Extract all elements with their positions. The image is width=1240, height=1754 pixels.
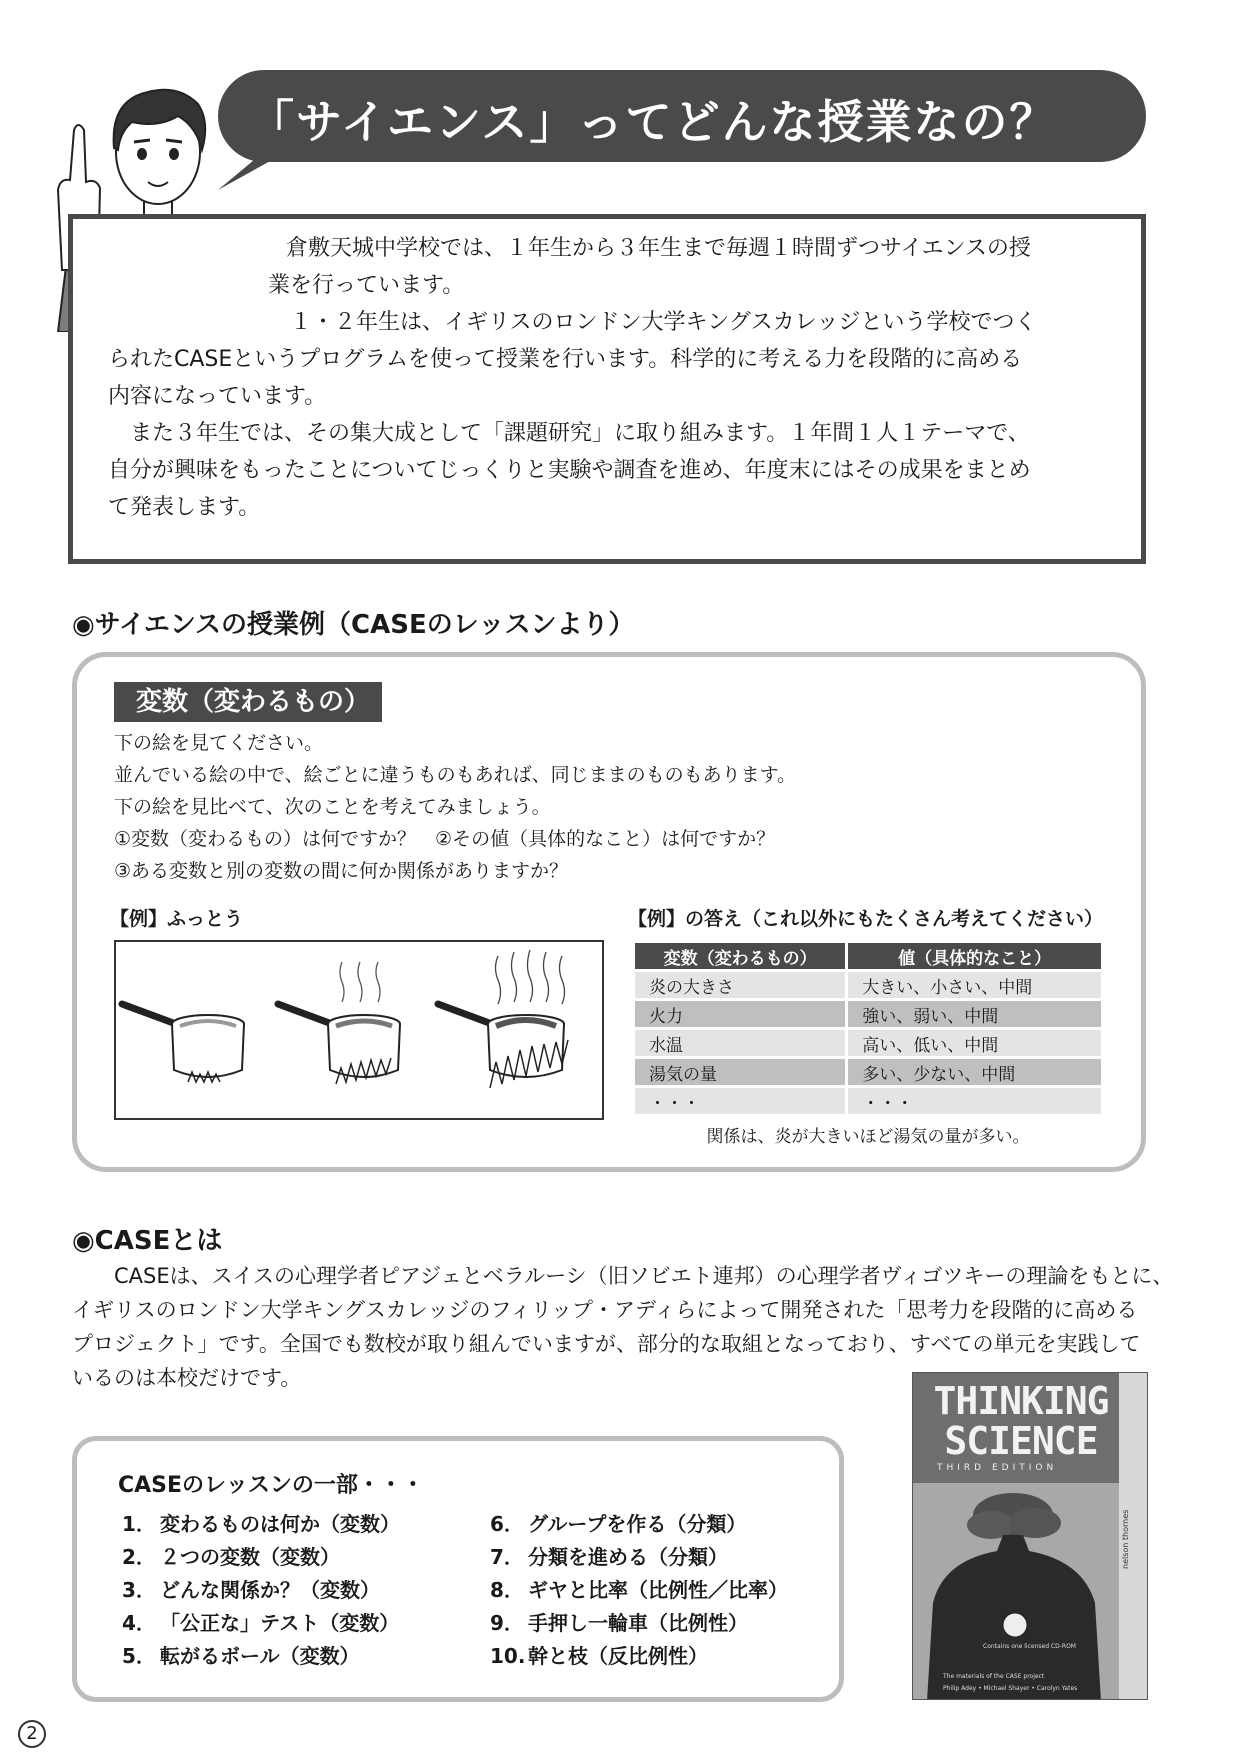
boiling-illustration [114, 940, 604, 1120]
book-title-1: THINKING [933, 1379, 1109, 1423]
list-item: 8． ギヤと比率（比例性／比率） [490, 1578, 788, 1602]
list-item: 1． 変わるものは何か（変数） [122, 1512, 400, 1536]
table-row [635, 972, 1101, 998]
instruction-3: 下の絵を見比べて、次のことを考えてみましょう。 [114, 796, 551, 818]
pot-small-flame [122, 1004, 244, 1082]
case-line-1: CASEは、スイスの心理学者ピアジェとベラルーシ（旧ソビエト連邦）の心理学者ヴィゴツキーの理論をもとに、 [114, 1264, 1174, 1288]
list-item: 4． 「公正な」テスト（変数） [122, 1611, 400, 1635]
variable-label: 変数（変わるもの） [114, 682, 382, 722]
list-item: 9． 手押し一輪車（比例性） [490, 1611, 748, 1635]
table-cell: ・・・ [635, 1088, 845, 1114]
table-row [635, 1059, 1101, 1085]
lesson-example-heading: ◉サイエンスの授業例（CASEのレッスンより） [72, 610, 635, 640]
list-item: 5． 転がるボール（変数） [122, 1644, 360, 1668]
lesson-list-title: CASEのレッスンの一部・・・ [118, 1473, 424, 1498]
intro-line-7: 自分が興味をもったことについてじっくりと実験や調査を進め、年度末にはその成果をまとめ [108, 458, 1031, 483]
table-header-variable: 変数（変わるもの） [635, 943, 845, 969]
instruction-1: 下の絵を見てください。 [114, 732, 324, 754]
table-cell: ・・・ [848, 1088, 1101, 1114]
page-title: 「サイエンス」ってどんな授業なの？ [248, 95, 1058, 149]
pot-large-flame [438, 950, 568, 1088]
list-item: 3． どんな関係か？（変数） [122, 1578, 380, 1602]
instruction-2: 並んでいる絵の中で、絵ごとに違うものもあれば、同じままのものもあります。 [114, 764, 797, 786]
list-item: 7． 分類を進める（分類） [490, 1545, 728, 1569]
case-line-3: プロジェクト」です。全国でも数校が取り組んでいますが、部分的な取組となっており、すべての単元を実践して [72, 1332, 1141, 1356]
intro-line-3: １・２年生は、イギリスのロンドン大学キングスカレッジという学校でつく [290, 310, 1037, 335]
book-edition: THIRD EDITION [937, 1463, 1058, 1473]
book-tagline: The materials of the CASE project [943, 1673, 1045, 1680]
book-authors: Philip Adey • Michael Shayer • Carolyn Yates [943, 1685, 1078, 1692]
table-row [635, 1030, 1101, 1056]
case-heading: ◉CASEとは [72, 1226, 223, 1256]
example-label: 【例】ふっとう [110, 908, 244, 930]
intro-line-8: て発表します。 [108, 495, 261, 520]
table-cell: 高い、低い、中間 [848, 1030, 1101, 1056]
table-row [635, 1088, 1101, 1114]
list-item: 6． グループを作る（分類） [490, 1512, 747, 1536]
table-cell: 炎の大きさ [635, 972, 845, 998]
case-line-2: イギリスのロンドン大学キングスカレッジのフィリップ・アディらによって開発された「思考力を段階的に高める [72, 1298, 1138, 1322]
instruction-5: ③ある変数と別の変数の間に何か関係がありますか？ [114, 860, 569, 882]
page-number: 2 [18, 1720, 46, 1748]
list-item: 2． ２つの変数（変数） [122, 1545, 340, 1569]
table-cell: 大きい、小さい、中間 [848, 972, 1101, 998]
case-line-4: いるのは本校だけです。 [72, 1366, 302, 1390]
table-cell: 強い、弱い、中間 [848, 1001, 1101, 1027]
relation-text: 関係は、炎が大きいほど湯気の量が多い。 [706, 1127, 1030, 1147]
table-row [635, 1001, 1101, 1027]
book-cd-text: Contains one licensed CD-ROM [983, 1643, 1076, 1650]
table-cell: 水温 [635, 1030, 845, 1056]
intro-line-6: また３年生では、その集大成として「課題研究」に取り組みます。１年間１人１テーマで、 [130, 421, 1030, 446]
answer-table [632, 940, 1104, 1117]
intro-line-5: 内容になっています。 [108, 384, 327, 409]
answer-label: 【例】の答え（これ以外にもたくさん考えてください） [628, 908, 1104, 930]
table-cell: 多い、少ない、中間 [848, 1059, 1101, 1085]
list-item: 10. 幹と枝（反比例性） [490, 1644, 708, 1668]
table-header-value: 値（具体的なこと） [848, 943, 1101, 969]
book-title-2: SCIENCE [944, 1419, 1098, 1463]
book-cover-image [912, 1372, 1148, 1700]
intro-line-2: 業を行っています。 [268, 273, 465, 298]
intro-line-1: 倉敷天城中学校では、１年生から３年生まで毎週１時間ずつサイエンスの授 [286, 236, 1031, 261]
table-cell: 湯気の量 [635, 1059, 845, 1085]
pot-medium-flame [278, 962, 400, 1084]
book-publisher: nelson thornes [1121, 1509, 1130, 1569]
table-cell: 火力 [635, 1001, 845, 1027]
intro-line-4: られたCASEというプログラムを使って授業を行います。科学的に考える力を段階的に高める [108, 347, 1023, 372]
instruction-4: ①変数（変わるもの）は何ですか？ ②その値（具体的なこと）は何ですか？ [114, 828, 776, 850]
